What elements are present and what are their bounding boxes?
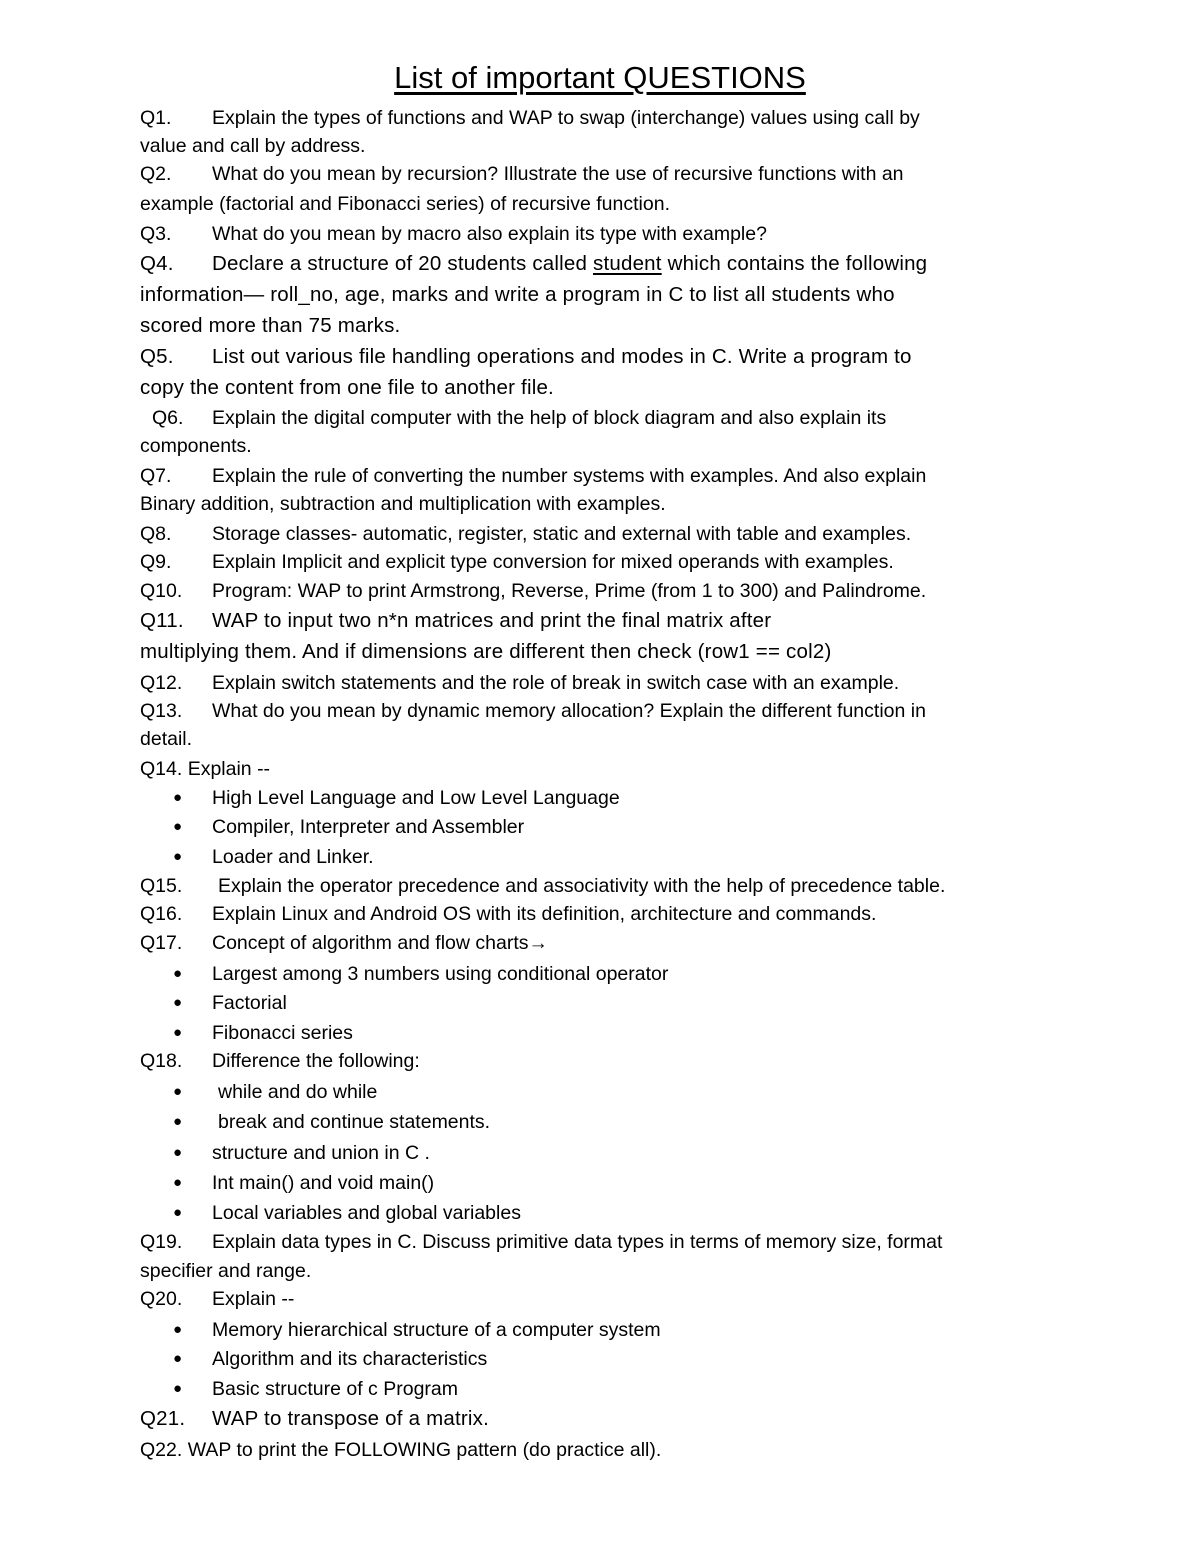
q20-bullet-1-marker: ● <box>173 1321 183 1338</box>
q21-line-1 <box>140 1404 1185 1434</box>
q18-bullet-2-marker: ● <box>173 1113 183 1130</box>
q17-text-1: Concept of algorithm and flow charts→ <box>212 932 548 954</box>
q18-text-1: Difference the following: <box>212 1050 420 1072</box>
q4-text-1-post: which contains the following <box>661 252 928 275</box>
q11-text-1: WAP to input two n*n matrices and print the final matrix after <box>212 609 772 632</box>
q20-text-1: Explain -- <box>212 1288 295 1310</box>
q10-number: Q10. <box>140 580 183 602</box>
q1-line-1 <box>140 103 1185 133</box>
q18-bullet-5: Local variables and global variables <box>212 1202 521 1224</box>
q18-bullet-4-marker: ● <box>173 1174 183 1191</box>
q20-bullet-2-marker: ● <box>173 1350 183 1367</box>
q20-bullet-2: Algorithm and its characteristics <box>212 1348 488 1370</box>
q17-bullet-3: Fibonacci series <box>212 1022 353 1044</box>
q20-line-1 <box>140 1284 1185 1314</box>
q18-bullet-1-marker: ● <box>173 1083 183 1100</box>
q11-number: Q11. <box>140 609 184 632</box>
q5-text-2: copy the content from one file to another file. <box>140 376 554 399</box>
q9-number: Q9. <box>140 551 172 573</box>
q20-number: Q20. <box>140 1288 183 1310</box>
q22-line: Q22. WAP to print the FOLLOWING pattern (do practice all). <box>140 1439 662 1461</box>
q6-text-2: components. <box>140 435 252 457</box>
page-title: List of important QUESTIONS <box>394 60 806 95</box>
q17-bullet-2: Factorial <box>212 992 287 1014</box>
q19-text-2: specifier and range. <box>140 1260 312 1282</box>
q13-text-2: detail. <box>140 728 193 750</box>
q12-number: Q12. <box>140 672 183 694</box>
q2-text-1: What do you mean by recursion? Illustrate the use of recursive functions with an <box>212 163 904 185</box>
q21-text-1: WAP to transpose of a matrix. <box>212 1407 489 1430</box>
q14-bullet-1-marker: ● <box>173 789 183 806</box>
q18-bullet-5-marker: ● <box>173 1204 183 1221</box>
q20-bullet-3: Basic structure of c Program <box>212 1378 458 1400</box>
q1-number: Q1. <box>140 107 172 129</box>
q6-number: Q6. <box>152 407 184 429</box>
q20-bullet-1: Memory hierarchical structure of a computer system <box>212 1319 661 1341</box>
q21-number: Q21. <box>140 1407 186 1430</box>
q1-text-1: Explain the types of functions and WAP to swap (interchange) values using call by <box>212 107 920 129</box>
q15-number: Q15. <box>140 875 183 897</box>
q5-number: Q5. <box>140 345 174 368</box>
q9-line-1 <box>140 547 1185 577</box>
q3-number: Q3. <box>140 223 172 245</box>
q19-line-1 <box>140 1227 1185 1257</box>
q3-text-1: What do you mean by macro also explain its type with example? <box>212 223 767 245</box>
q10-line-1 <box>140 576 1185 606</box>
q13-number: Q13. <box>140 700 183 722</box>
q7-line-1 <box>140 461 1185 491</box>
q7-text-2: Binary addition, subtraction and multiplication with examples. <box>140 493 666 515</box>
q17-bullet-2-marker: ● <box>173 994 183 1011</box>
q5-line-1 <box>140 342 1185 372</box>
q18-number: Q18. <box>140 1050 183 1072</box>
q8-line-1 <box>140 519 1185 549</box>
q7-text-1: Explain the rule of converting the number systems with examples. And also explain <box>212 465 927 487</box>
q4-line-1 <box>140 249 1185 279</box>
q18-line-1 <box>140 1046 1185 1076</box>
q17-bullet-1-marker: ● <box>173 965 183 982</box>
q16-line-1 <box>140 899 1185 929</box>
q2-text-2: example (factorial and Fibonacci series) of recursive function. <box>140 193 670 215</box>
q17-line-1 <box>140 928 1185 958</box>
q17-bullet-3-marker: ● <box>173 1024 183 1041</box>
q18-bullet-3: structure and union in C . <box>212 1142 430 1164</box>
q4-text-1-pre: Declare a structure of 20 students called <box>212 252 594 275</box>
q3-line-1 <box>140 219 1185 249</box>
q9-text-1: Explain Implicit and explicit type conversion for mixed operands with examples. <box>212 551 894 573</box>
q6-line-1 <box>140 403 1185 433</box>
q7-number: Q7. <box>140 465 172 487</box>
q18-bullet-4: Int main() and void main() <box>212 1172 435 1194</box>
q16-number: Q16. <box>140 903 183 925</box>
q5-text-1: List out various file handling operations and modes in C. Write a program to <box>212 345 912 368</box>
q16-text-1: Explain Linux and Android OS with its definition, architecture and commands. <box>212 903 877 925</box>
q13-text-1: What do you mean by dynamic memory allocation? Explain the different function in <box>212 700 926 722</box>
q14-bullet-2-marker: ● <box>173 818 183 835</box>
q13-line-1 <box>140 696 1185 726</box>
q15-text-1: Explain the operator precedence and associativity with the help of precedence table. <box>218 875 946 897</box>
q12-text-1: Explain switch statements and the role of break in switch case with an example. <box>212 672 900 694</box>
q19-number: Q19. <box>140 1231 183 1253</box>
q15-line-1 <box>140 871 1185 901</box>
q1-text-2: value and call by address. <box>140 135 366 157</box>
q11-text-2: multiplying them. And if dimensions are different then check (row1 == col2) <box>140 640 832 663</box>
q18-bullet-1: while and do while <box>218 1081 378 1103</box>
q14-heading: Q14. Explain -- <box>140 758 271 780</box>
q2-line-1 <box>140 159 1185 189</box>
q11-line-1 <box>140 606 1185 636</box>
q14-bullet-3: Loader and Linker. <box>212 846 374 868</box>
q10-text-1: Program: WAP to print Armstrong, Reverse, Prime (from 1 to 300) and Palindrome. <box>212 580 927 602</box>
q18-bullet-3-marker: ● <box>173 1144 183 1161</box>
q19-text-1: Explain data types in C. Discuss primitive data types in terms of memory size, format <box>212 1231 943 1253</box>
q14-bullet-3-marker: ● <box>173 848 183 865</box>
q2-number: Q2. <box>140 163 172 185</box>
q14-bullet-1: High Level Language and Low Level Language <box>212 787 620 809</box>
q14-bullet-2: Compiler, Interpreter and Assembler <box>212 816 525 838</box>
q4-number: Q4. <box>140 252 174 275</box>
q8-number: Q8. <box>140 523 172 545</box>
q20-bullet-3-marker: ● <box>173 1380 183 1397</box>
q4-text-2: information— roll_no, age, marks and write a program in C to list all students who <box>140 283 895 306</box>
q4-text-3: scored more than 75 marks. <box>140 314 401 337</box>
q17-number: Q17. <box>140 932 183 954</box>
q17-bullet-1: Largest among 3 numbers using conditional operator <box>212 963 669 985</box>
q18-bullet-2: break and continue statements. <box>218 1111 491 1133</box>
q12-line-1 <box>140 668 1185 698</box>
q4-underlined-word: student <box>593 252 662 275</box>
q8-text-1: Storage classes- automatic, register, static and external with table and examples. <box>212 523 912 545</box>
q6-text-1: Explain the digital computer with the help of block diagram and also explain its <box>212 407 887 429</box>
